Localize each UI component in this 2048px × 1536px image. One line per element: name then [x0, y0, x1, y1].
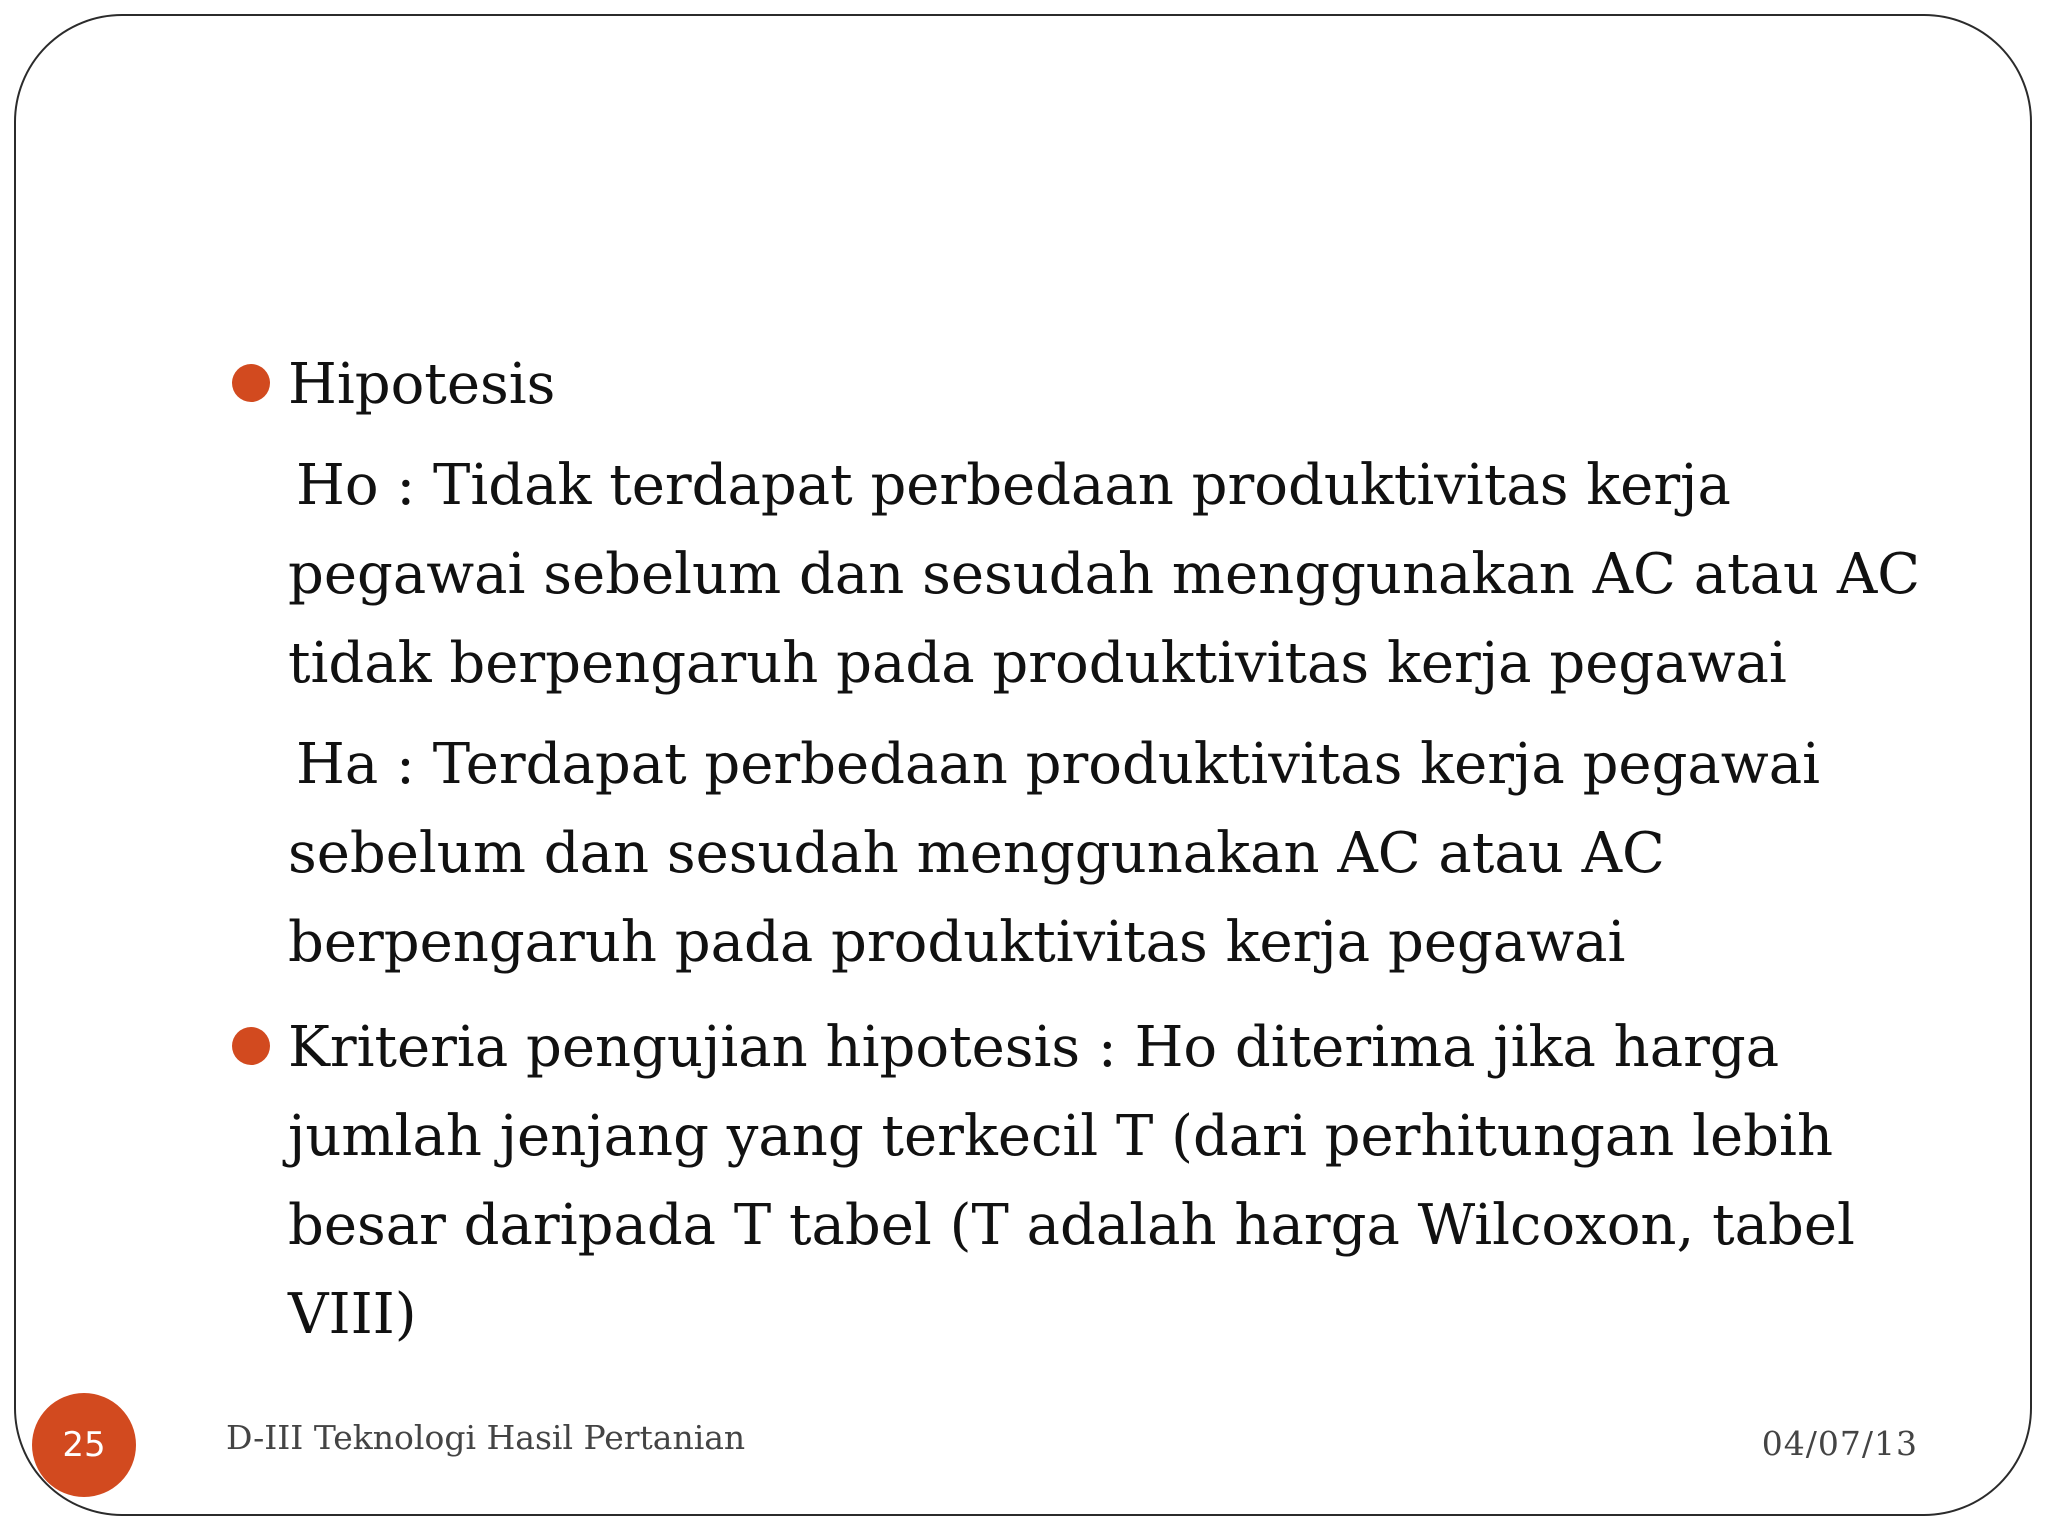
bullet-dot-icon — [232, 364, 270, 402]
bullet-text: Kriteria pengujian hipotesis : Ho diterima jika harga jumlah jenjang yang terkecil T (dari perhitungan lebih besar daripada T tabel (T adalah harga Wilcoxon, tabel VIII) — [288, 1015, 1855, 1347]
page-number-badge — [32, 1393, 136, 1497]
bullet-hipotesis — [228, 340, 1948, 429]
footer-institution: D-III Teknologi Hasil Pertanian — [226, 1418, 746, 1457]
hypothesis-ha — [228, 720, 1948, 987]
bullet-text: Hipotesis — [288, 352, 556, 417]
slide-content — [228, 340, 1948, 1359]
footer-date: 04/07/13 — [1761, 1424, 1918, 1463]
hypothesis-ho-text: Ho : Tidak terdapat perbedaan produktivitas kerja pegawai sebelum dan sesudah menggunakan AC atau AC tidak berpengaruh pada produktivitas kerja pegawai — [288, 453, 1921, 696]
bullet-dot-icon — [232, 1027, 270, 1065]
bullet-kriteria — [228, 1003, 1948, 1359]
hypothesis-ho — [228, 441, 1948, 708]
page-number: 25 — [62, 1425, 106, 1465]
hypothesis-ha-text: Ha : Terdapat perbedaan produktivitas kerja pegawai sebelum dan sesudah menggunakan AC atau AC berpengaruh pada produktivitas kerja pegawai — [288, 732, 1821, 975]
